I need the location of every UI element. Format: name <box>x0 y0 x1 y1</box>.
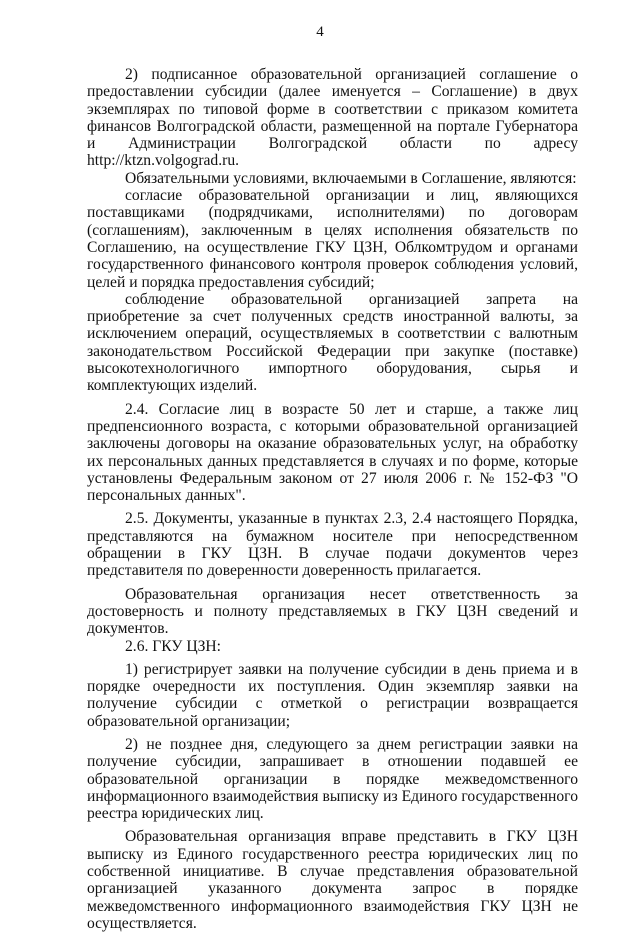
paragraph-responsibility: Образовательная организация несет ответственность за достоверность и полноту представляемых в ГКУ ЦЗН сведений и документов. <box>87 585 578 638</box>
paragraph-2-6-item-2: 2) не позднее дня, следующего за днем регистрации заявки на получение субсидии, запрашивает в отношении подавшей ее образовательной организации в порядке межведомственного информационного взаимодействия выписку из Единого государственного реестра юридических лиц. <box>87 735 578 823</box>
paragraph-currency-prohibition: соблюдение образовательной организацией запрета на приобретение за счет полученных средств иностранной валюты, за исключением операций, осуществляемых в соответствии с валютным законодательством Российской Федерации при закупке (поставке) высокотехнологичного импортного оборудования, сырья и комплектующих изделий. <box>87 290 578 395</box>
page-number: 4 <box>316 24 324 40</box>
paragraph-2-6-heading: 2.6. ГКУ ЦЗН: <box>125 637 221 655</box>
paragraph-consent-inspections: согласие образовательной организации и лиц, являющихся поставщиками (подрядчиками, исполнителями) по договорам (соглашениям), заключенным в целях исполнения обязательств по Соглашению, на осуществление ГКУ ЦЗН, Облкомтрудом и органами государственного финансового контроля проверок соблюдения условий, целей и порядка предоставления субсидий; <box>87 187 578 291</box>
paragraph-2-4-personal-data: 2.4. Согласие лиц в возрасте 50 лет и старше, а также лиц предпенсионного возраста, с которыми образовательной организацией заключены договоры на оказание образовательных услуг, на обработку их персональных данных представляется в случаях и по форме, которые установлены Федеральным законом от 27 июля 2006 г. № 152-ФЗ "О персональных данных". <box>87 400 578 505</box>
document-body <box>87 66 578 932</box>
paragraph-2-5-documents: 2.5. Документы, указанные в пунктах 2.3, 2.4 настоящего Порядка, представляются на бумажном носителе при непосредственном обращении в ГКУ ЦЗН. В случае подачи документов через представителя по доверенности доверенность прилагается. <box>87 510 578 580</box>
paragraph-extract-initiative: Образовательная организация вправе представить в ГКУ ЦЗН выписку из Единого государственного реестра юридических лиц по собственной инициативе. В случае представления образовательной организацией указанного документа запрос в порядке межведомственного информационного взаимодействия ГКУ ЦЗН не осуществляется. <box>87 828 578 932</box>
paragraph-item-2-agreement: 2) подписанное образовательной организацией соглашение о предоставлении субсидии (далее именуется – Соглашение) в двух экземплярах по типовой форме в соответствии с приказом комитета финансов Волгоградской области, размещенной на портале Губернатора и Администрации Волгоградской области по адресу http://ktzn.volgograd.ru. <box>87 66 578 170</box>
paragraph-2-6-item-1: 1) регистрирует заявки на получение субсидии в день приема и в порядке очередности их поступления. Один экземпляр заявки на получение субсидии с отметкой о регистрации возвращается образовательной организации; <box>87 660 578 730</box>
paragraph-mandatory-conditions: Обязательными условиями, включаемыми в Соглашение, являются: <box>125 169 577 187</box>
